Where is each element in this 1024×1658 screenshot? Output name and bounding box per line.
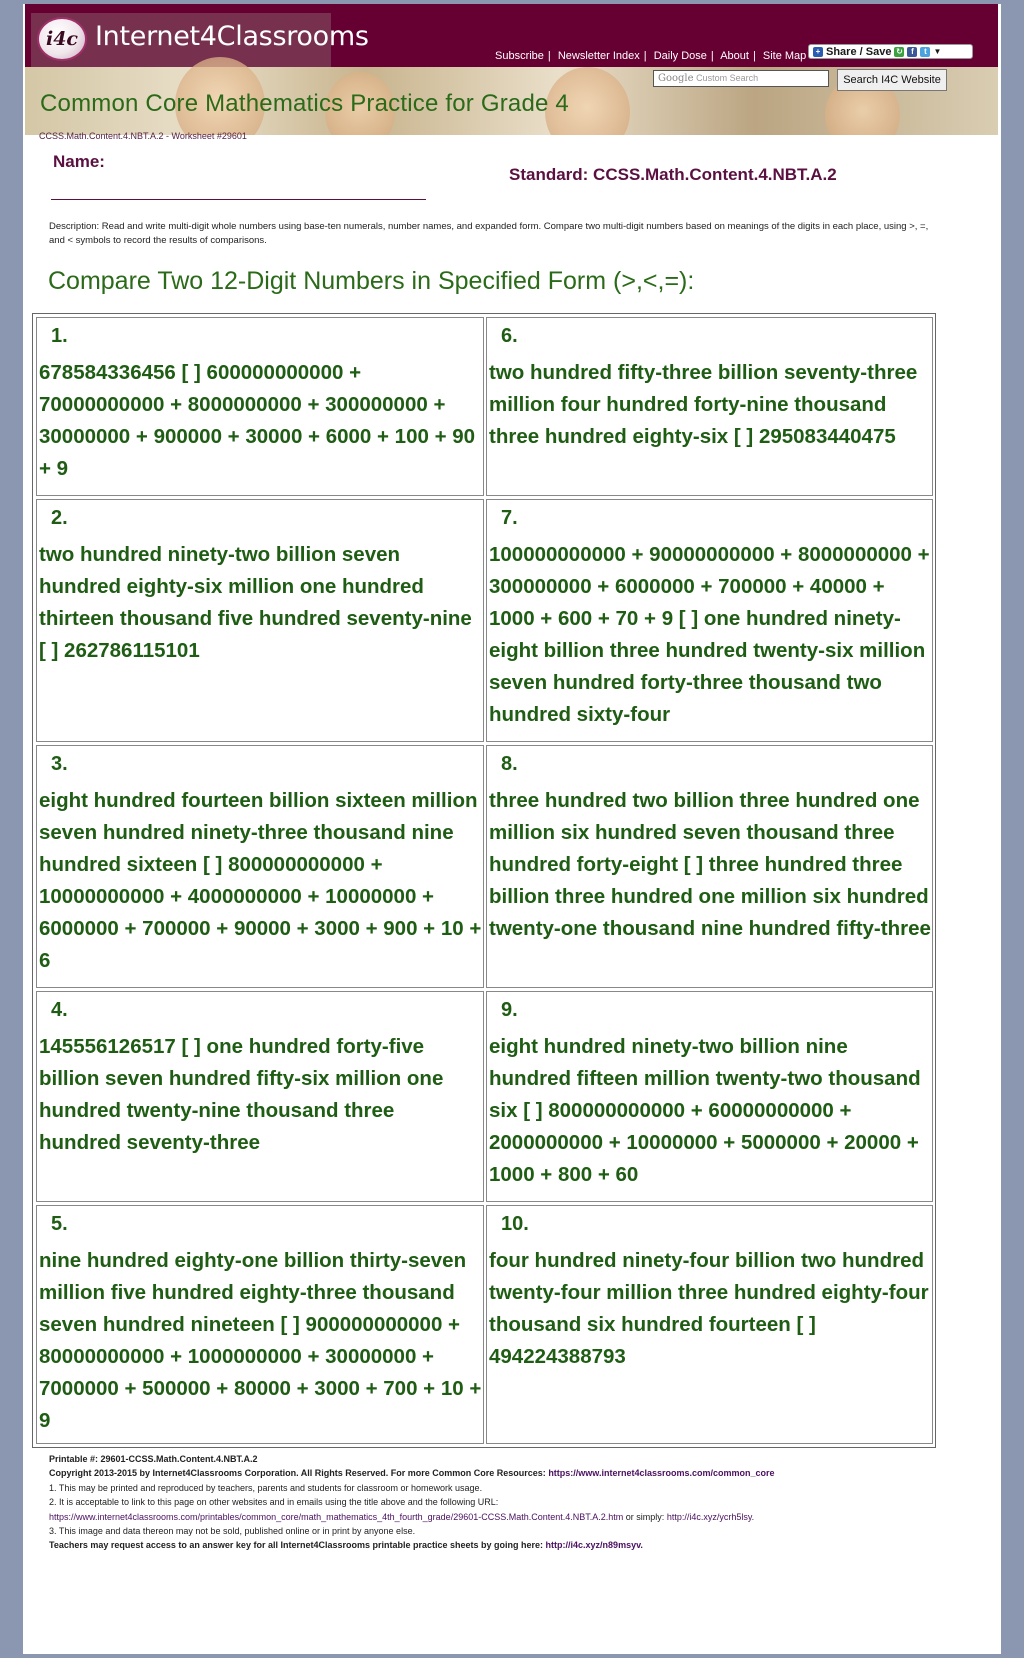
problem-number: 2. [51, 507, 68, 529]
description-text: Description: Read and write multi-digit whole numbers using base-ten numerals, number names, and expanded form. Compare two multi-digit numbers based on meanings of the digits in each place, using >, =, and < symbols to record the results of comparisons. [49, 221, 929, 246]
worksheet-page [23, 4, 1001, 1654]
nav-subscribe[interactable]: Subscribe [495, 50, 544, 62]
worksheet-footer [49, 1452, 949, 1553]
answer-key-link[interactable]: http://i4c.xyz/n89msyv. [545, 1540, 643, 1551]
usage-note-3: 3. This image and data thereon may not be sold, published online or in print by anyone else. [49, 1526, 416, 1537]
problem-number: 6. [501, 325, 518, 347]
problem-number: 8. [501, 753, 518, 775]
problem-cell [486, 317, 933, 496]
problem-text: eight hundred fourteen billion sixteen million seven hundred ninety-three thousand nine hundred sixteen [ ] 800000000000 + 10000000000 + 4000000000 + 10000000 + 6000000 + 700000 + 90000 + 3000 + 900 + 10 + 6 [39, 789, 482, 972]
nav-daily-dose[interactable]: Daily Dose [653, 50, 707, 62]
answer-key-text: Teachers may request access to an answer key for all Internet4Classrooms printable practice sheets by going here: [49, 1540, 544, 1551]
problem-cell [486, 745, 933, 988]
problem-text: nine hundred eighty-one billion thirty-seven million five hundred eighty-three thousand seven hundred nineteen [ ] 900000000000 + 80000000000 + 1000000000 + 30000000 + 7000000 + 500000 + 80000 + 3000 + 700 + 10 + 9 [39, 1249, 482, 1432]
problem-text: three hundred two billion three hundred one million six hundred seven thousand three hundred forty-eight [ ] three hundred three billion three hundred one million six hundred twenty-one thousand nine hundred fifty-three [489, 789, 931, 940]
problem-cell [36, 499, 484, 742]
problem-text: 100000000000 + 90000000000 + 8000000000 + 300000000 + 6000000 + 700000 + 40000 + 1000 + 600 + 70 + 9 [ ] one hundred ninety-eight billion three hundred twenty-six million seven hundred forty-three thousand two hundred sixty-four [489, 543, 930, 726]
usage-note-2: 2. It is acceptable to link to this page on other websites and in emails using the title above and the following URL: [49, 1497, 499, 1508]
printable-number: Printable #: 29601-CCSS.Math.Content.4.NBT.A.2 [49, 1454, 258, 1464]
standard-label: Standard: CCSS.Math.Content.4.NBT.A.2 [509, 165, 837, 184]
nav-separator: | [752, 50, 756, 62]
nav-separator: | [547, 50, 551, 62]
site-logo[interactable] [31, 13, 369, 67]
name-label: Name: [53, 152, 105, 171]
problem-cell [36, 745, 484, 988]
logo-text: Internet4Classrooms [95, 21, 369, 52]
search-brand: Google [658, 73, 694, 84]
problem-cell [486, 991, 933, 1202]
nav-separator: | [710, 50, 714, 62]
search-button[interactable]: Search I4C Website [837, 69, 947, 91]
usage-note-2-urls [49, 1510, 949, 1524]
logo-badge-icon: i4c [37, 17, 87, 61]
nav-site-map[interactable]: Site Map [762, 50, 807, 62]
answer-key-line [49, 1538, 949, 1552]
problem-number: 9. [501, 999, 518, 1021]
problem-cell [36, 991, 484, 1202]
nav-separator: | [643, 50, 647, 62]
worksheet-reference: CCSS.Math.Content.4.NBT.A.2 - Worksheet #29601 [39, 131, 247, 141]
worksheet-url-link[interactable]: https://www.internet4classrooms.com/printables/common_core/math_mathematics_4th_fourth_grade/29601-CCSS.Math.Content.4.NBT.A.2.htm [49, 1511, 624, 1522]
share-label: Share / Save [826, 45, 892, 58]
problem-number: 1. [51, 325, 68, 347]
header-banner [25, 67, 998, 135]
chevron-down-icon: ▼ [933, 47, 942, 56]
problem-text: four hundred ninety-four billion two hundred twenty-four million three hundred eighty-four thousand six hundred fourteen [ ] 494224388793 [489, 1249, 929, 1368]
site-header [25, 4, 998, 135]
copyright-text: Copyright 2013-2015 by Internet4Classrooms Corporation. All Rights Reserved. For more Common Core Resources: [49, 1468, 546, 1479]
problem-number: 10. [501, 1213, 529, 1235]
problem-cell [486, 1205, 933, 1444]
share-save-button[interactable] [808, 44, 973, 59]
problem-number: 7. [501, 507, 518, 529]
problem-text: two hundred ninety-two billion seven hundred eighty-six million one hundred thirteen thousand five hundred seventy-nine [ ] 262786115101 [39, 543, 472, 662]
usage-note-1: 1. This may be printed and reproduced by teachers, parents and students for classroom or homework usage. [49, 1482, 483, 1493]
twitter-icon: t [920, 47, 930, 57]
copyright-line [49, 1466, 949, 1480]
nav-about[interactable]: About [720, 50, 749, 62]
search-input[interactable] [653, 70, 829, 87]
short-url-link[interactable]: http://i4c.xyz/ycrh5lsy. [666, 1511, 755, 1522]
top-nav [495, 50, 806, 66]
problem-number: 4. [51, 999, 68, 1021]
problem-number: 5. [51, 1213, 68, 1235]
facebook-icon: f [907, 47, 917, 57]
nav-newsletter-index[interactable]: Newsletter Index [557, 50, 640, 62]
url-or-text: or simply: [625, 1511, 665, 1522]
page-title: Common Core Mathematics Practice for Grade 4 [40, 90, 569, 117]
problem-text: 145556126517 [ ] one hundred forty-five billion seven hundred fifty-six million one hundred twenty-nine thousand three hundred seventy-three [39, 1035, 444, 1154]
share-plus-icon: + [813, 47, 823, 57]
share-refresh-icon: ↻ [896, 46, 903, 56]
problem-cell [36, 317, 484, 496]
problem-cell [36, 1205, 484, 1444]
problem-cell [486, 499, 933, 742]
search-placeholder: Custom Search [696, 73, 759, 83]
problem-number: 3. [51, 753, 68, 775]
problem-text: 678584336456 [ ] 600000000000 + 70000000000 + 8000000000 + 300000000 + 30000000 + 900000 + 30000 + 6000 + 100 + 90 + 9 [39, 361, 476, 480]
problem-text: two hundred fifty-three billion seventy-three million four hundred forty-nine thousand three hundred eighty-six [ ] 295083440475 [489, 361, 918, 448]
problems-table [32, 313, 936, 1448]
problem-text: eight hundred ninety-two billion nine hundred fifteen million twenty-two thousand six [ ] 800000000000 + 60000000000 + 2000000000 + 10000000 + 5000000 + 20000 + 1000 + 800 + 60 [489, 1035, 921, 1186]
common-core-link[interactable]: https://www.internet4classrooms.com/common_core [548, 1468, 775, 1479]
name-blank-line [51, 199, 426, 200]
section-heading: Compare Two 12-Digit Numbers in Specified Form (>,<,=): [48, 267, 695, 295]
